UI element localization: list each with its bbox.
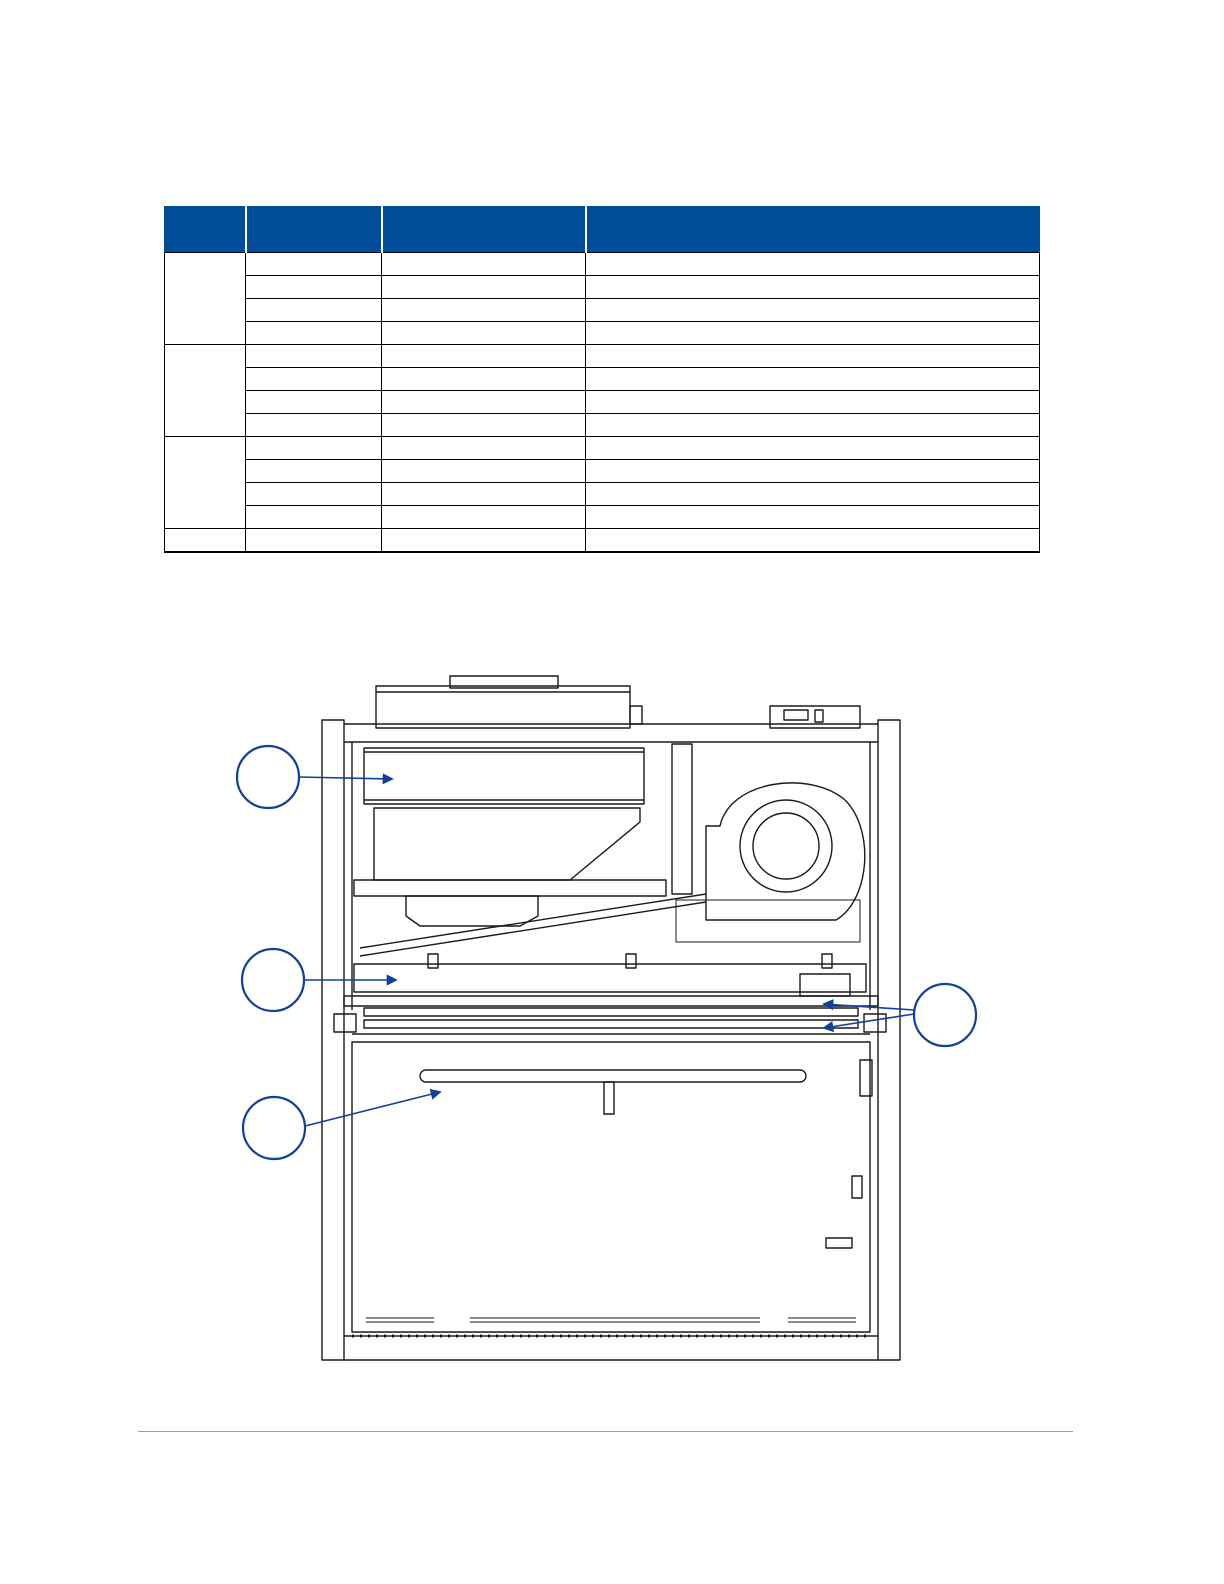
table-cell xyxy=(586,253,1040,276)
table-cell xyxy=(246,322,382,345)
table-cell xyxy=(586,299,1040,322)
table-row xyxy=(165,253,1040,276)
table-cell xyxy=(586,529,1040,552)
table-row xyxy=(165,391,1040,414)
callout-3 xyxy=(243,1092,440,1159)
group-cell xyxy=(165,437,246,529)
table-cell xyxy=(246,506,382,529)
table-cell xyxy=(586,276,1040,299)
exhaust-housing xyxy=(376,676,642,728)
table-cell xyxy=(382,460,586,483)
group-cell xyxy=(165,253,246,345)
header-cell-1 xyxy=(165,206,246,253)
front-grille xyxy=(352,1318,870,1336)
group-cell xyxy=(165,345,246,437)
blower-assembly xyxy=(676,783,865,942)
work-area xyxy=(352,1042,872,1332)
table-cell xyxy=(246,253,382,276)
table-cell xyxy=(382,345,586,368)
divider-panel xyxy=(672,744,692,894)
table-cell xyxy=(586,345,1040,368)
table-row xyxy=(165,368,1040,391)
table-cell xyxy=(246,460,382,483)
table-row xyxy=(165,529,1040,552)
table-cell xyxy=(586,368,1040,391)
table-cell xyxy=(586,437,1040,460)
callout-1 xyxy=(237,746,392,808)
table-row xyxy=(165,276,1040,299)
supply-filter xyxy=(354,954,866,996)
table-cell xyxy=(382,437,586,460)
header-cell-3 xyxy=(382,206,586,253)
group-cell xyxy=(165,529,246,552)
table-cell xyxy=(382,391,586,414)
table-cell xyxy=(382,368,586,391)
table-cell xyxy=(246,345,382,368)
uv-lamp xyxy=(420,1070,806,1082)
table-cell xyxy=(382,276,586,299)
cabinet-frame xyxy=(322,720,900,1360)
table-cell xyxy=(246,483,382,506)
diagonal-brace xyxy=(360,894,706,956)
table-row xyxy=(165,322,1040,345)
parts-table xyxy=(164,206,1040,553)
table-cell xyxy=(246,299,382,322)
header-cell-2 xyxy=(246,206,382,253)
table-row xyxy=(165,437,1040,460)
table-header-row xyxy=(165,206,1040,253)
table-cell xyxy=(382,506,586,529)
table-cell xyxy=(246,368,382,391)
table-cell xyxy=(382,322,586,345)
table-row xyxy=(165,299,1040,322)
cabinet-front-drawing xyxy=(0,660,1224,1380)
table-row xyxy=(165,483,1040,506)
table-cell xyxy=(382,483,586,506)
table-cell xyxy=(586,322,1040,345)
table-cell xyxy=(382,414,586,437)
callout-2 xyxy=(242,949,396,1011)
table-cell xyxy=(246,391,382,414)
table-cell xyxy=(246,437,382,460)
table-cell xyxy=(586,460,1040,483)
table-cell xyxy=(586,483,1040,506)
table-cell xyxy=(586,391,1040,414)
table-row xyxy=(165,345,1040,368)
header-cell-4 xyxy=(586,206,1040,253)
table-row xyxy=(165,460,1040,483)
table-cell xyxy=(382,299,586,322)
table-cell xyxy=(246,414,382,437)
table-cell xyxy=(246,276,382,299)
table-cell xyxy=(246,529,382,552)
table-row xyxy=(165,506,1040,529)
table-cell xyxy=(586,506,1040,529)
table-cell xyxy=(382,253,586,276)
table-row xyxy=(165,414,1040,437)
fluorescent-lamps xyxy=(334,996,886,1034)
plenum xyxy=(354,808,666,926)
table-cell xyxy=(586,414,1040,437)
footer-rule xyxy=(138,1431,1073,1432)
table-cell xyxy=(382,529,586,552)
exhaust-filter xyxy=(364,748,644,804)
